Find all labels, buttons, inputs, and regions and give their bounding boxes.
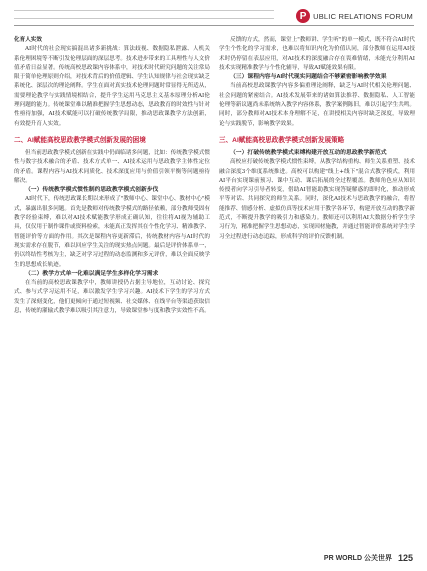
left-column	[14, 36, 210, 316]
continued-paragraph: 反馈的方式，然而，课堂上"教师讲、学生听"的单一模式，既不符合AI时代学生个性化的学习需求，也难以将知识内化为价值认同，部分教师在运用AI技术时仍停留在表层应用，对AI技术的深度融合存在畏难情绪，未能充分利用AI技术实现精准教学与个性化辅导，导致AI赋能效果有限。	[219, 37, 415, 71]
page-footer	[324, 553, 413, 563]
section-heading-3: 三、AI赋能高校思政教学模式创新发展策略	[219, 136, 345, 144]
section-2-paragraph: 但当前思政教学模式创新在实践中仍面临诸多问题，比如：传统教学模式惯性与数字技术融合的矛盾、技术方式单一、AI技术运用与思政教学主体性定位的矛盾。课程内容与AI技术同质化、技术深度应用与价值引领平衡等问题亟待解决。	[14, 149, 210, 184]
subsection-2-2-paragraph: 在当前的高校思政课教学中，教师讲授仍占据主导地位，互动讨论、探究式、参与式学习运用不足，难以激发学生学习兴趣。AI技术下学生的学习方式发生了深刻变化，他们更倾向于通过短视频、社交媒体、在线平台等渠道获取信息，传统的灌输式教学难以吸引其注意力，导致课堂参与度和教学实效性不高。	[14, 280, 210, 315]
running-header	[296, 7, 413, 25]
intro-heading: 化育人实效	[14, 37, 42, 43]
subsection-2-3-paragraph: 当前高校思政课教学内容多偏重理论阐释，缺乏与AI时代相关伦理问题、社会问题的紧密结合。AI技术发展带来的诸如算法推荐、数据隐私、人工智能伦理等新议题尚未系统纳入教学内容体系，教学案例陈旧，难以引起学生共鸣。同时，部分教师对AI技术本身理解不足，在讲授相关内容时缺乏深度，导致理论与实践脱节，影响教学效果。	[219, 83, 415, 127]
subsection-heading-2-1: （一）传统教学模式惯性制约思政教学模式创新步伐	[25, 187, 159, 194]
publication-name: PR WORLD 公关世界	[323, 555, 392, 562]
subsection-heading-3-1: （一）打破传统教学模式束缚构建开放互动的思政教学新范式	[230, 149, 387, 156]
subsection-3-1-paragraph: 高校应打破传统教学模式惯性束缚，从教学结构重构、师生关系重塑、技术融合深度3个维度系统推进。高校可以构建"线上+线下"混合式教学模式，利用AI平台实现课前预习、课中互动、课后拓展的全过程覆盖。教师角色应从知识传授者向学习引导者转变，借助AI智能助教实现答疑解惑的即时化，推动形成平等对话、共同探究的师生关系。同时，深化AI技术与思政教学的融合，将智能推荐、情感分析、虚拟仿真等技术应用于教学各环节，构建开放互动的教学新范式，不断提升教学的吸引力和感染力。教师还可以利用AI大数据分析学生学习行为，精准把握学生思想动态，实现因材施教，并通过智能评价系统对学生学习全过程进行动态追踪，形成科学的评价反馈机制。	[219, 159, 415, 240]
subsection-heading-2-2: （二）教学方式单一化难以满足学生多样化学习需求	[25, 270, 159, 277]
header-rule	[14, 25, 414, 26]
subsection-heading-2-3: （三）课程内容与AI时代现实问题结合不够紧密影响教学效果	[230, 74, 387, 81]
section-heading-2: 二、AI赋能高校思政教学模式创新发展的困境	[14, 136, 146, 144]
header-decor-bar	[14, 10, 274, 19]
subsection-2-1-paragraph: AI时代下，传统思政课长期以来形成了"教师中心、课堂中心、教材中心"模式，暴露出很多问题。首先是教师对传统教学模式的路径依赖，部分教师受固有教学经验束缚，难以对AI技术赋能教学形成正确认知，往往将AI视为辅助工具，仅仅用于制作课件或资料检索，未能真正发挥其在个性化学习、精准教学、智能评价等方面的作用。其次是课程内容更新滞后，传统教材内容与AI时代的现实需求存在脱节，难以回应学生关注的现实热点问题。最后是评价体系单一，仍以终结性考核为主，缺乏对学习过程的动态监测和多元评价，难以全面反映学生的思想成长轨迹。	[14, 196, 210, 268]
journal-logo-icon: P	[296, 9, 310, 23]
page-number: 125	[397, 553, 413, 563]
running-title: UBLIC RELATIONS FORUM	[313, 11, 413, 21]
right-column	[219, 36, 415, 242]
intro-paragraph: AI时代的社会现实搞混出诸多新挑战：算法歧视、数据隐私泄露、人机关系伦理困境等不断引发伦理层面的深层思考。技术进步带来的工具理性与人文价值矛盾日益显著。传统高校思政课内容体系中，对技术时代研究问题的关注常局限于简单伦理原则介绍，对技术背后的价值逻辑、学生认知规律与社会现实缺乏系统化、深层次的理论阐释。学生在面对真实技术伦理问题时常显得无所适从，需要理论教学与实践情境相结合，提升学生运用马克思主义基本原理分析AI伦理问题的能力。传统课堂难以精准把握学生思想动态，思政教育的时效性与针对性亟待加强，AI技术赋能可以打破传统教学局限，推动思政课教学方法创新，有效提升育人实效。	[14, 46, 210, 127]
